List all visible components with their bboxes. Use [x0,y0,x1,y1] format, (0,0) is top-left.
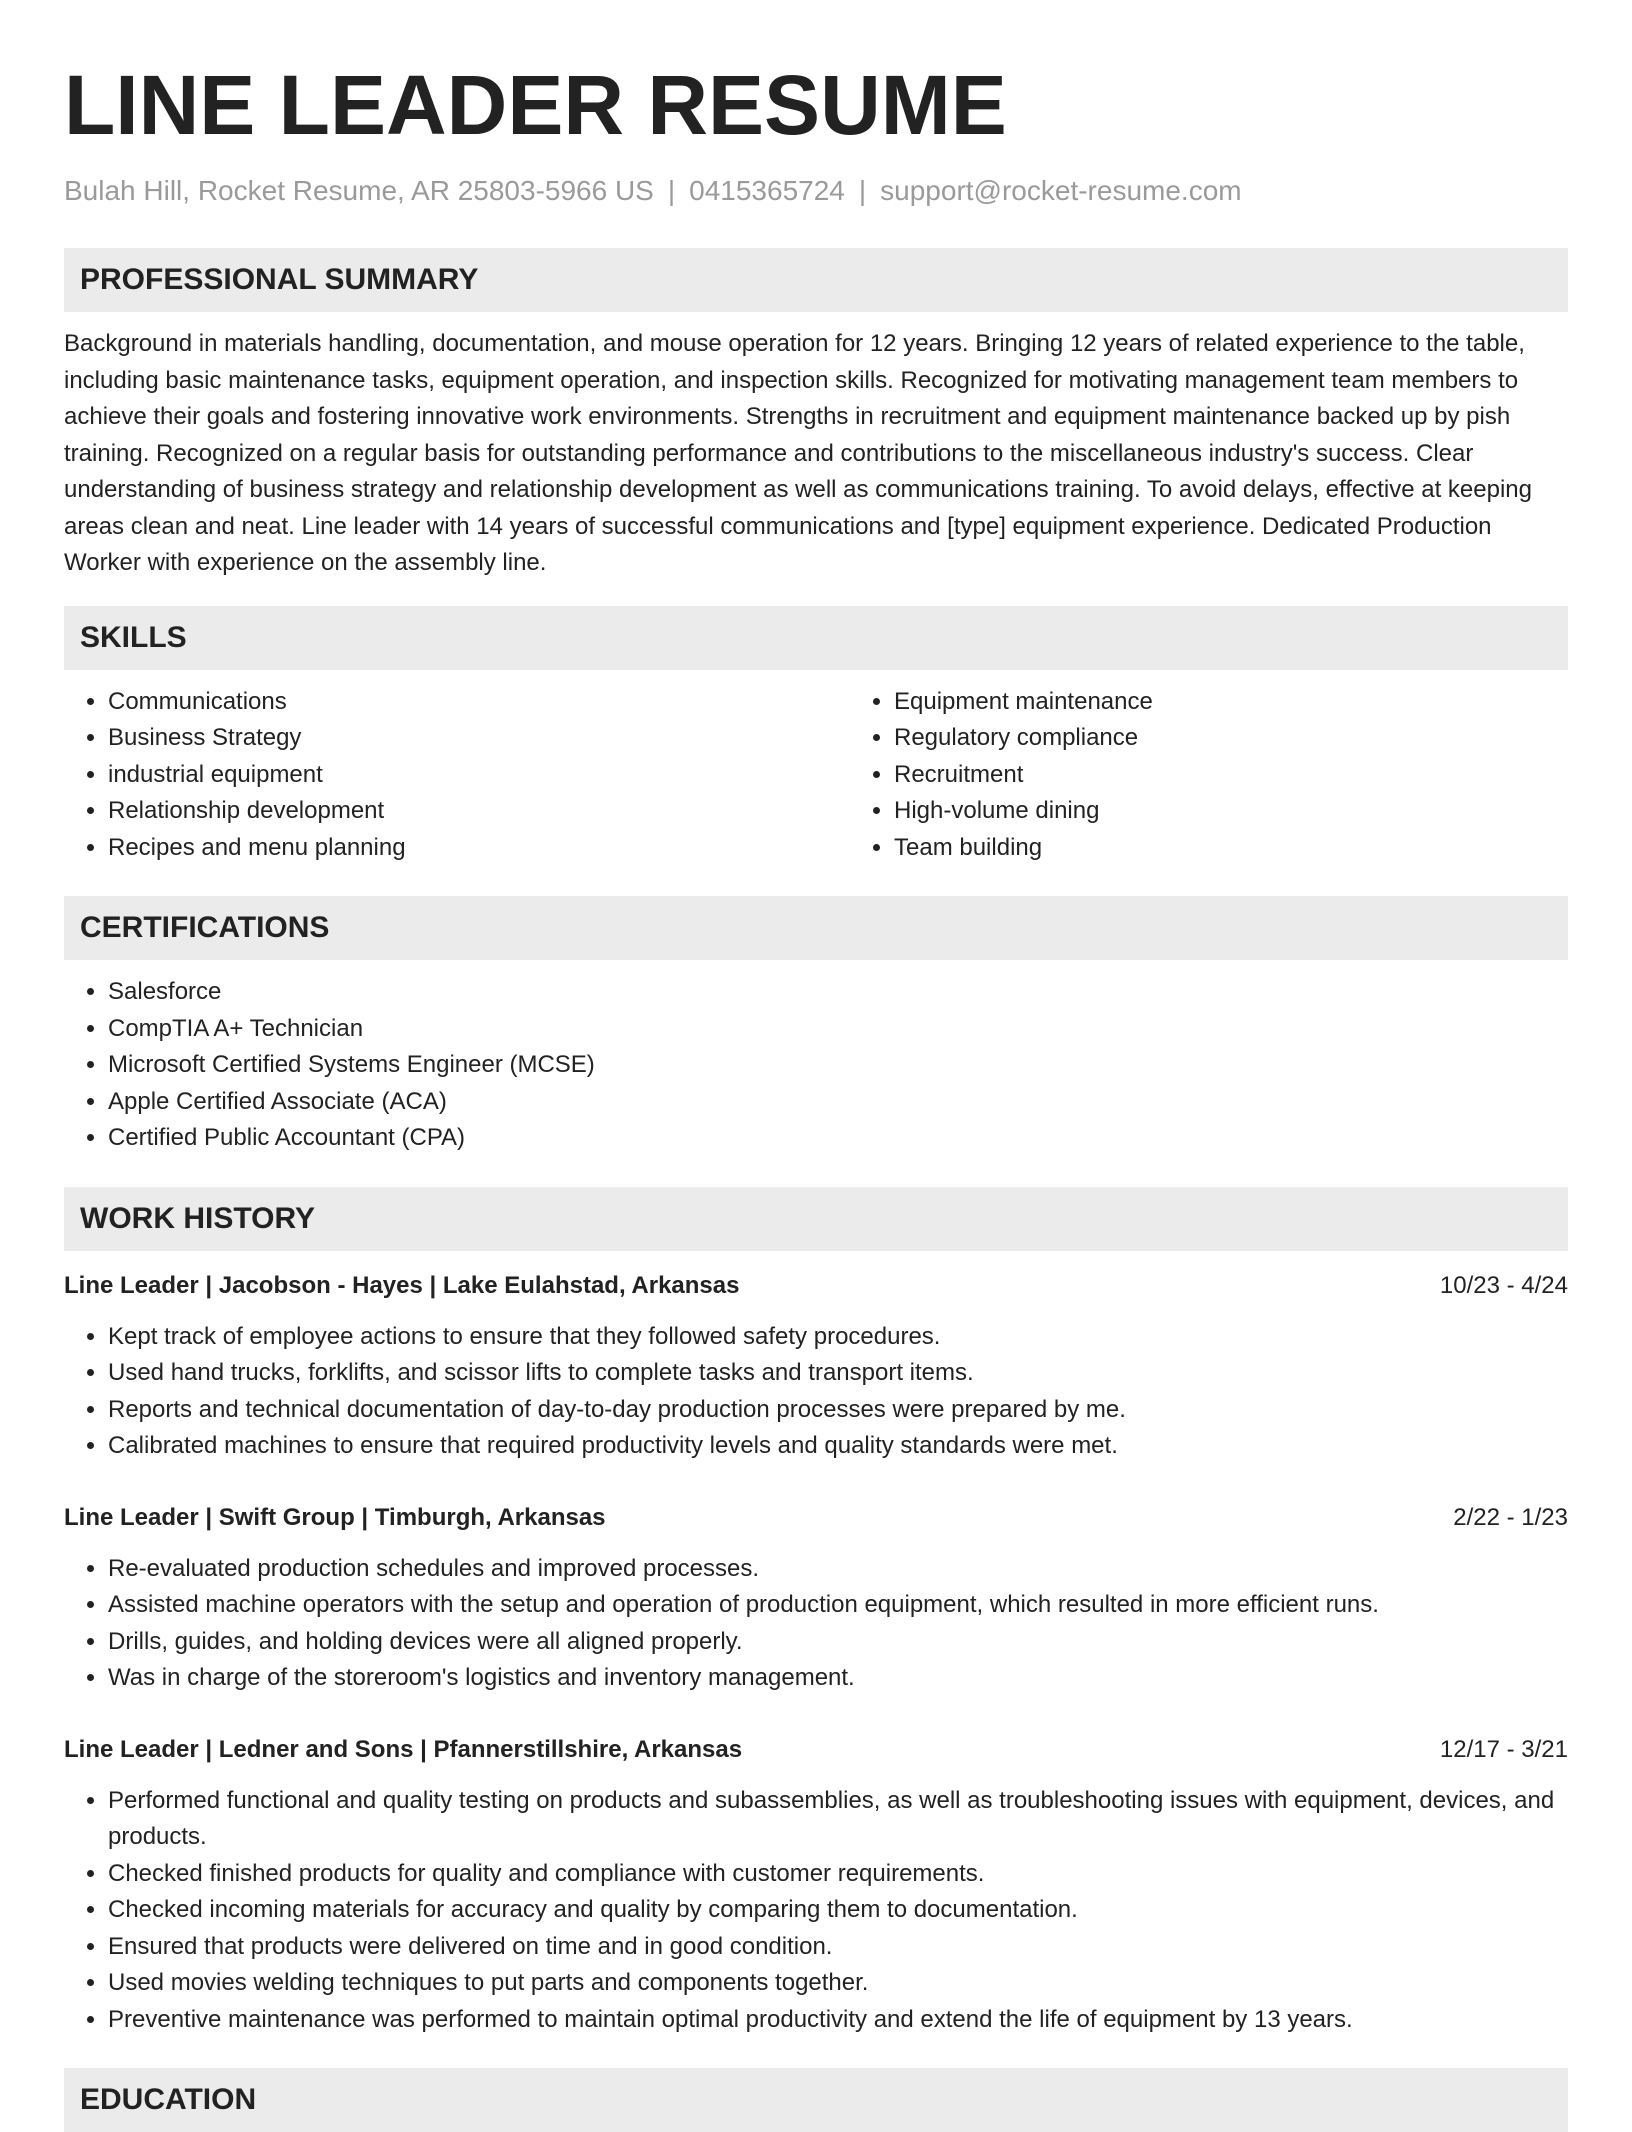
contact-line [64,174,1568,208]
job-bullet: • Was in charge of the storeroom's logistics and inventory management. [108,1660,1568,1697]
job-bullet: • Kept track of employee actions to ensure that they followed safety procedures. [108,1319,1568,1356]
job-title: Line Leader | Jacobson - Hayes | Lake Eulahstad, Arkansas [64,1271,740,1299]
skills-column-left [64,684,850,867]
resume-title: LINE LEADER RESUME [64,58,1007,152]
summary-header: PROFESSIONAL SUMMARY [64,248,1568,312]
skill-item: • Communications [108,684,850,721]
education-header: EDUCATION [64,2068,1568,2132]
certification-item: • Microsoft Certified Systems Engineer (MCSE) [108,1047,1568,1084]
certification-item: • Certified Public Accountant (CPA) [108,1120,1568,1157]
summary-text: Background in materials handling, documentation, and mouse operation for 12 years. Bringing 12 years of related experience to the table, including basic maintenance tasks, equipment operation, and inspection skills. Recognized for motivating management team members to achieve their goals and fostering innovative work environments. Strengths in recruitment and equipment maintenance backed up by pish training. Recognized on a regular basis for outstanding performance and contributions to the miscellaneous industry's success. Clear understanding of business strategy and relationship development as well as communications training. To avoid delays, effective at keeping areas clean and neat. Line leader with 14 years of successful communications and [type] equipment experience. Dedicated Production Worker with experience on the assembly line. [64,330,1532,576]
job-title: Line Leader | Ledner and Sons | Pfannerstillshire, Arkansas [64,1735,743,1763]
job-dates: 12/17 - 3/21 [1439,1735,1568,1763]
job-bullet: • Used hand trucks, forklifts, and scissor lifts to complete tasks and transport items. [108,1355,1568,1392]
skill-item: • industrial equipment [108,757,850,794]
job-header [64,1733,1568,1767]
job-entry [64,1501,1568,1697]
skill-item: • Regulatory compliance [894,720,1632,757]
job-title: Line Leader | Swift Group | Timburgh, Arkansas [64,1503,606,1531]
job-bullet: • Ensured that products were delivered on time and in good condition. [108,1929,1568,1966]
job-bullets [64,1551,1568,1697]
skill-item: • Business Strategy [108,720,850,757]
skill-item: • High-volume dining [894,793,1632,830]
job-bullet: • Checked incoming materials for accuracy and quality by comparing them to documentation. [108,1892,1568,1929]
job-header [64,1501,1568,1535]
contact-phone: 0415365724 [689,175,845,206]
contact-email: support@rocket-resume.com [880,175,1242,206]
job-bullet: • Checked finished products for quality and compliance with customer requirements. [108,1856,1568,1893]
job-dates: 10/23 - 4/24 [1439,1271,1568,1299]
job-dates: 2/22 - 1/23 [1453,1503,1568,1531]
skill-item: • Recruitment [894,757,1632,794]
contact-separator: | [667,175,676,206]
skill-item: • Recipes and menu planning [108,830,850,867]
job-bullet: • Performed functional and quality testing on products and subassemblies, as well as troubleshooting issues with equipment, devices, and products. [108,1783,1568,1856]
job-bullets [64,1783,1568,2039]
job-bullet: • Drills, guides, and holding devices were all aligned properly. [108,1624,1568,1661]
certifications-header: CERTIFICATIONS [64,896,1568,960]
job-bullet: • Preventive maintenance was performed to maintain optimal productivity and extend the life of equipment by 13 years. [108,2002,1568,2039]
job-bullet: • Assisted machine operators with the setup and operation of production equipment, which resulted in more efficient runs. [108,1587,1568,1624]
job-entry [64,1733,1568,2039]
skills-header: SKILLS [64,606,1568,670]
job-bullet: • Re-evaluated production schedules and improved processes. [108,1551,1568,1588]
contact-separator: | [858,175,867,206]
skills-column-right [850,684,1632,867]
certification-item: • Salesforce [108,974,1568,1011]
skill-item: • Equipment maintenance [894,684,1632,721]
job-bullet: • Reports and technical documentation of day-to-day production processes were prepared by me. [108,1392,1568,1429]
certifications-list [64,974,1568,1157]
job-bullet: • Calibrated machines to ensure that required productivity levels and quality standards were met. [108,1428,1568,1465]
job-header [64,1269,1568,1303]
job-bullets [64,1319,1568,1465]
skills-list [64,684,1568,867]
job-bullet: • Used movies welding techniques to put parts and components together. [108,1965,1568,2002]
certification-item: • CompTIA A+ Technician [108,1011,1568,1048]
skill-item: • Relationship development [108,793,850,830]
skill-item: • Team building [894,830,1632,867]
job-entry [64,1269,1568,1465]
certification-item: • Apple Certified Associate (ACA) [108,1084,1568,1121]
work-history-header: WORK HISTORY [64,1187,1568,1251]
contact-address: Bulah Hill, Rocket Resume, AR 25803-5966 US [64,175,654,206]
